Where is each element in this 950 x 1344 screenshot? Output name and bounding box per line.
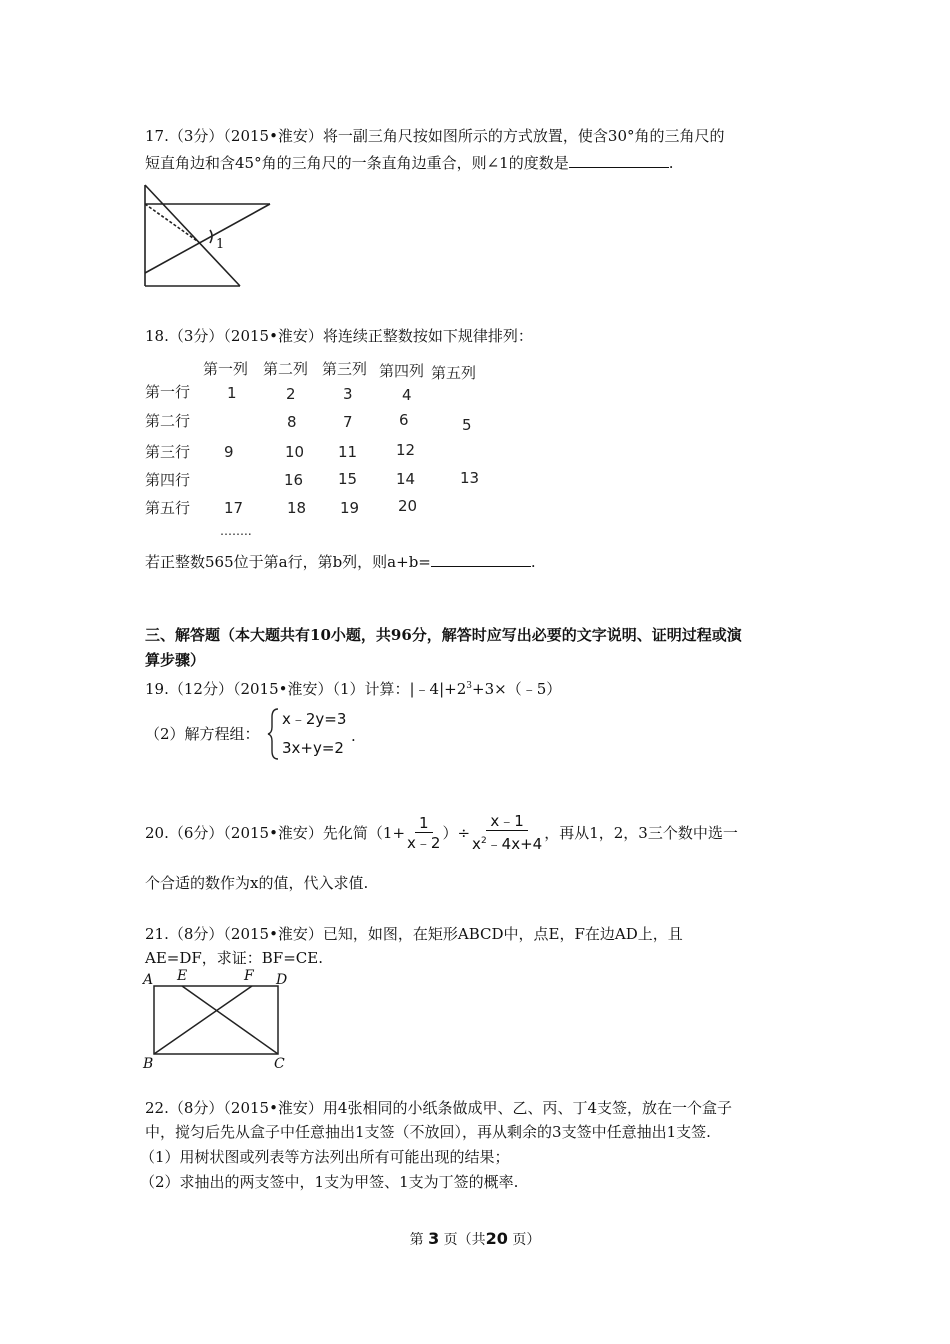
q18-row-header: 第一行 (145, 383, 191, 401)
q18-col-header: 第五列 (431, 364, 477, 382)
q18-question (145, 551, 536, 572)
q18-cell: 9 (224, 443, 234, 461)
q19-brace (267, 707, 281, 761)
q21-rectangle-abcd (154, 986, 278, 1054)
q18-ellipsis: …….. (220, 524, 252, 538)
q17-line2 (145, 152, 673, 173)
q18-row-header: 第五行 (145, 499, 191, 517)
footer-prefix: 第 (409, 1232, 424, 1248)
q20-fraction-1-denominator: x﹣2 (407, 833, 441, 852)
q20-fraction-2 (470, 812, 544, 854)
q18-cell: 18 (287, 499, 307, 517)
q21-label-d: D (276, 972, 288, 988)
q19-line1-a: 19.（12分）（2015•淮安）（1）计算：|﹣4|+2 (145, 680, 467, 698)
q20-fraction-1-numerator: 1 (415, 814, 433, 833)
q17-edge (145, 185, 240, 286)
q18-row-header: 第四行 (145, 471, 191, 489)
q20-den-base: x (472, 835, 481, 853)
q20-fraction-2-denominator (470, 831, 544, 854)
q17-edge (145, 204, 270, 273)
q18-cell: 7 (343, 413, 353, 431)
q20-mid: ）÷ (442, 824, 471, 842)
q22-line2: 中，搅匀后先从盒子中任意抽出1支签（不放回），再从剩余的3支签中任意抽出1支签. (145, 1123, 711, 1141)
q18-row-header: 第三行 (145, 443, 191, 461)
q19-exponent: 3 (466, 681, 473, 691)
q18-line1: 18.（3分）（2015•淮安）将连续正整数按如下规律排列： (145, 327, 533, 345)
q22-line3: （1）用树状图或列表等方法列出所有可能出现的结果； (140, 1148, 510, 1166)
q19-line1-b: +3×（﹣5） (472, 680, 562, 698)
footer-suffix: 页） (512, 1232, 541, 1248)
q20-prefix: 20.（6分）（2015•淮安）先化简（1+ (145, 824, 406, 842)
q18-cell: 17 (224, 499, 244, 517)
q18-cell: 3 (343, 385, 353, 403)
q18-cell: 19 (340, 499, 360, 517)
footer-total-pages: 20 (485, 1229, 508, 1248)
q18-cell: 13 (460, 469, 480, 487)
q21-segment-be (154, 986, 252, 1054)
q20-fraction-1 (405, 814, 442, 853)
q21-segment-cf (182, 986, 278, 1054)
q21-label-c: C (274, 1056, 285, 1072)
q18-question-end: . (530, 553, 536, 571)
q18-col-header: 第二列 (263, 360, 309, 378)
q18-row-header: 第二行 (145, 412, 191, 430)
q18-cell: 2 (286, 385, 296, 403)
q17-line2-text: 短直角边和含45°角的三角尺的一条直角边重合，则∠1的度数是 (145, 154, 569, 172)
q18-cell: 16 (284, 471, 304, 489)
q18-cell: 1 (227, 384, 237, 402)
q17-triangles-figure (140, 180, 280, 292)
q20-den-exponent: 2 (480, 836, 487, 846)
q19-part2-label: （2）解方程组： (145, 725, 260, 743)
q18-cell: 10 (285, 443, 305, 461)
q17-answer-blank (569, 152, 669, 168)
q20-line1 (145, 810, 738, 856)
q18-cell: 11 (338, 443, 358, 461)
q20-line2: 个合适的数作为x的值，代入求值. (145, 874, 369, 892)
q19-equation-1: x﹣2y=3 (282, 710, 347, 728)
q18-cell: 5 (462, 416, 472, 434)
q17-line2-end: . (668, 154, 674, 172)
footer-page-number: 3 (428, 1229, 440, 1248)
q19-end: . (351, 727, 356, 745)
q18-col-header: 第一列 (203, 360, 249, 378)
q21-label-b: B (143, 1056, 154, 1072)
q17-line1: 17.（3分）（2015•淮安）将一副三角尺按如图所示的方式放置，使含30°角的三角尺的 (145, 127, 725, 145)
q18-cell: 14 (396, 470, 416, 488)
q22-line1: 22.（8分）（2015•淮安）用4张相同的小纸条做成甲、乙、丙、丁4支签，放在一个盒子 (145, 1099, 733, 1117)
q17-edge (145, 204, 200, 243)
q19-line1 (145, 676, 561, 699)
q20-den-rest: ﹣4x+4 (486, 835, 543, 853)
q20-suffix: ，再从1，2，3三个数中选一 (544, 824, 738, 842)
q19-equation-2: 3x+y=2 (282, 739, 344, 757)
q21-label-f: F (244, 968, 254, 984)
q18-cell: 4 (402, 386, 412, 404)
q18-answer-blank (431, 551, 531, 567)
q17-angle-label: 1 (216, 237, 225, 252)
q18-cell: 20 (398, 497, 418, 515)
q21-label-e: E (177, 968, 188, 984)
q18-question-text: 若正整数565位于第a行，第b列，则a+b= (145, 553, 431, 571)
q18-cell: 15 (338, 470, 358, 488)
q18-col-header: 第四列 (379, 362, 425, 380)
footer-mid: 页（共 (443, 1232, 486, 1248)
q18-cell: 8 (287, 413, 297, 431)
q20-fraction-2-numerator: x﹣1 (486, 812, 527, 831)
q21-label-a: A (143, 972, 154, 988)
q22-line4: （2）求抽出的两支签中，1支为甲签、1支为丁签的概率. (140, 1173, 519, 1191)
section3-heading-line2: 算步骤） (145, 651, 206, 669)
q21-rectangle-figure (140, 968, 300, 1074)
q18-cell: 6 (399, 411, 409, 429)
q21-line2: AE=DF，求证：BF=CE. (145, 949, 323, 967)
q21-line1: 21.（8分）（2015•淮安）已知，如图，在矩形ABCD中，点E，F在边AD上，且 (145, 925, 683, 943)
q18-col-header: 第三列 (322, 360, 368, 378)
section3-heading-line1: 三、解答题（本大题共有10小题，共96分，解答时应写出必要的文字说明、证明过程或演 (145, 626, 742, 644)
page-footer (0, 1229, 950, 1250)
q18-cell: 12 (396, 441, 416, 459)
